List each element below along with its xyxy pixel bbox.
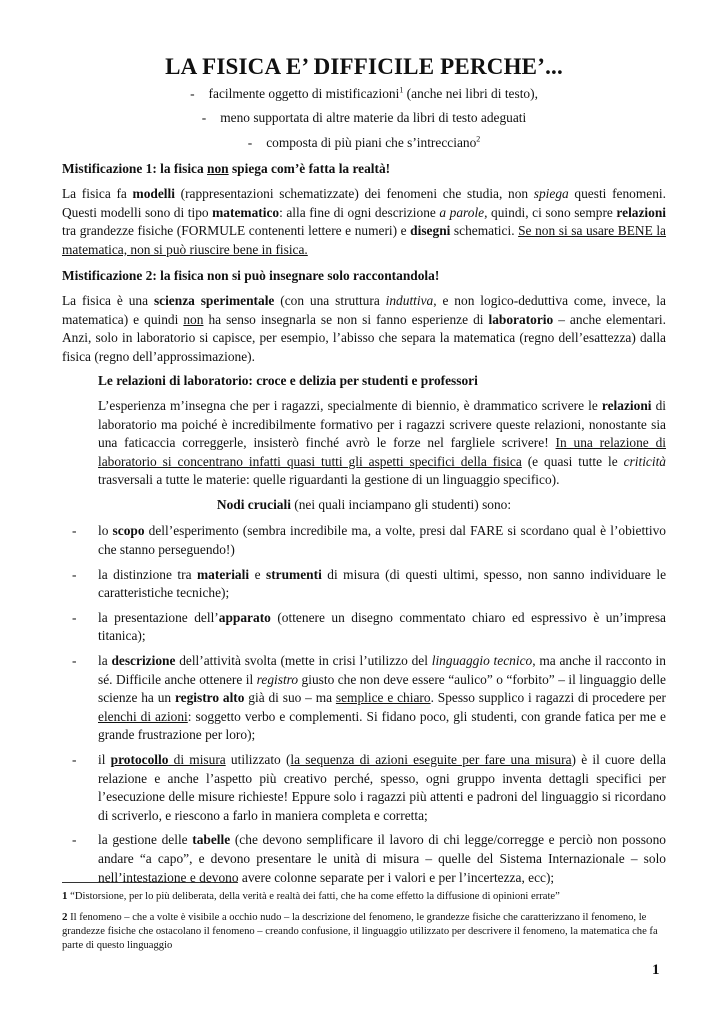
list-item: - il protocollo di misura utilizzato (la sequenza di azioni eseguite per fare una misura) è il cuore della relazione e anche l’aspetto più creativo perché, spesso, ogni gruppo inventa dettagli specifici per l’esecuzione delle misure richieste! Eppure solo i ragazzi più attenti e padroni del linguaggio si ricordano di scriverlo, e riescono a farlo in maniera completa e corretta; [72,752,666,823]
footnote-ref[interactable]: 2 [476,134,481,144]
intro-text: meno supportata di altre materie da libri di testo adeguati [220,110,527,126]
dash: - [247,134,253,150]
paragraph-relazioni: L’esperienza m’insegna che per i ragazzi, specialmente di biennio, è drammatico scrivere le relazioni di laboratorio ma poiché è incredibilmente formativo per i ragazzi scrivere queste relazioni, nonostante sia una faticaccia correggerle, insisterò finché avrò le forze nel fargliele scrivere! In una relazione di laboratorio si concentrano infatti quasi tutti gli aspetti specifici della fisica (e quasi tutte le criticità trasversali a tutte le materie: quelle riguardanti la gestione di un linguaggio specifico). [98,397,667,488]
intro-text: composta di più piani che s’intrecciano [266,134,477,150]
list-item: - la gestione delle tabelle (che devono semplificare il lavoro di chi legge/corregge e perciò non possono andare “a capo”, e devono presentare le unità di misura – quelle del Sistema Internazionale – solo nell’intestazione e devono avere colonne separate per i valori e per l’incertezza, ecc); [72,832,666,885]
section-heading-m1: Mistificazione 1: la fisica non spiega com’è fatta la realtà! [62,161,391,177]
document-page [62,54,667,893]
page-number: 1 [652,962,660,978]
footnote-2: 2 Il fenomeno – che a volte è visibile a occhio nudo – la descrizione del fenomeno, le grandezze fisiche che caratterizzano il fenomeno, le grandezze fisiche che ostacolano il fenomeno – creando confusione, il linguaggio utilizzato per descrivere il fenomeno, la matematica che fa parte di questo linguaggio [62,911,658,951]
list-item: - lo scopo dell’esperimento (sembra incredibile ma, a volte, presi dal FARE si scordano qual è l’obiettivo che stanno perseguendo!) [72,523,667,558]
list-item: - la descrizione dell’attività svolta (mette in crisi l’utilizzo del linguaggio tecnico, ma anche il racconto in sé. Difficile anche ottenere il registro giusto che non deve essere “aulico” o “forbito” – il linguaggio delle scienze ha un registro alto già di suo – ma semplice e chiaro. Spesso supplico i ragazzi di procedere per elenchi di azioni: soggetto verbo e complementi. Si fidano poco, gli studenti, con grande fatica per me e grande frustrazione per loro); [72,653,666,743]
intro-item [62,109,666,128]
intro-text: facilmente oggetto di mistificazioni [208,85,400,101]
intro-item [62,85,666,104]
intro-text-after: (anche nei libri di testo), [403,85,538,101]
dash: - [201,110,207,126]
list-item: - la distinzione tra materiali e strumenti di misura (di questi ultimi, spesso, non sanno individuare le caratteristiche tecniche); [72,566,667,601]
subsection-heading-relazioni: Le relazioni di laboratorio: croce e delizia per studenti e professori [98,373,478,389]
page-title: LA FISICA E’ DIFFICILE PERCHE’... [165,54,563,79]
list-item: - la presentazione dell’apparato (ottenere un disegno commentato chiaro ed espressivo è un’impresa titanica); [72,609,666,644]
bullet-list [62,522,666,887]
nodi-heading: Nodi cruciali (nei quali inciampano gli studenti) sono: [216,496,512,512]
footnote-ref[interactable]: 1 [399,85,404,95]
dash: - [190,85,195,101]
footnote-divider [62,882,238,883]
paragraph-m1: La fisica fa modelli (rappresentazioni schematizzate) dei fenomeni che studia, non spiega questi fenomeni. Questi modelli sono di tipo matematico: alla fine di ogni descrizione a parole, quindi, ci sono sempre relazioni tra grandezze fisiche (FORMULE contenenti lettere e numeri) e disegni schematici. Se non si sa usare BENE la matematica, non si può riuscire bene in fisica. [62,185,667,257]
paragraph-m2: La fisica è una scienza sperimentale (con una struttura induttiva, e non logico-deduttiva come, invece, la matematica) e quindi non ha senso insegnarla se non si fanno esperienze di laboratorio – anche elementari. Anzi, solo in laboratorio si capisce, per esempio, l’abisso che separa la matematica (regno dell’esattezza) dalla fisica (regno dell’approssimazione). [62,292,666,364]
footnotes [62,882,666,959]
section-heading-m2: Mistificazione 2: la fisica non si può insegnare solo raccontandola! [62,268,440,284]
intro-item [62,134,666,153]
footnote-1: 1 “Distorsione, per lo più deliberata, della verità e realtà dei fatti, che ha come effetto la diffusione di opinioni errate” [62,890,560,902]
